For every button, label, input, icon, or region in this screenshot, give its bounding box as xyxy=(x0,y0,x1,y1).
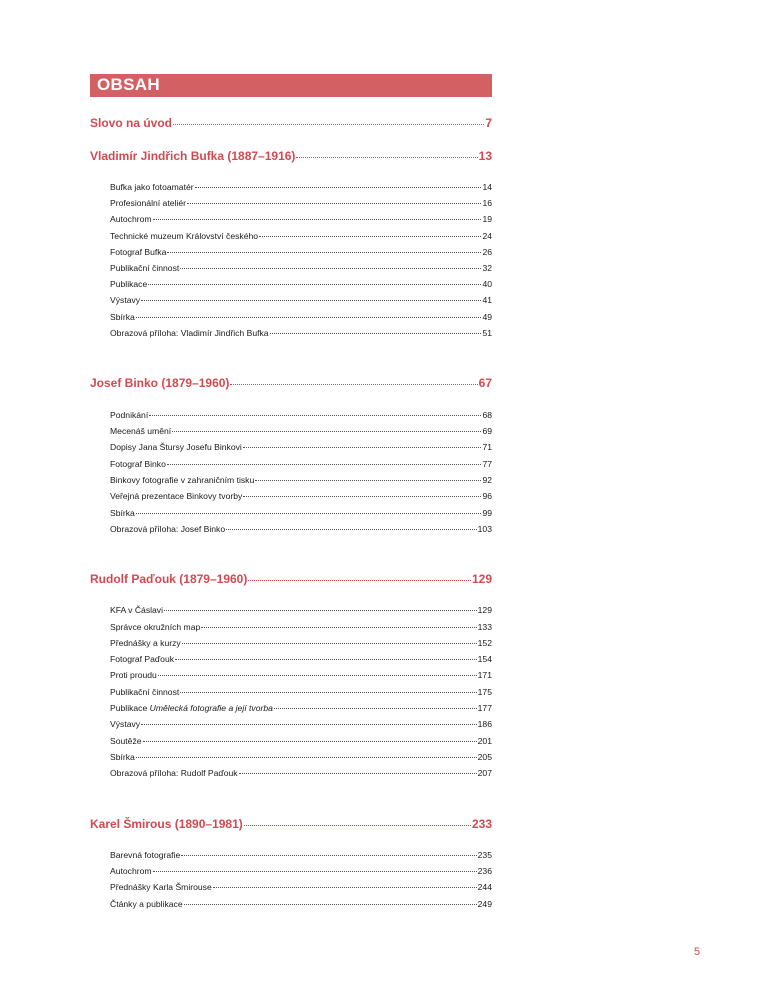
dot-leader xyxy=(143,741,477,742)
toc-item-page: 99 xyxy=(482,508,492,518)
dot-leader xyxy=(149,415,481,416)
toc-item[interactable] xyxy=(110,410,492,420)
page-title: OBSAH xyxy=(97,75,160,94)
dot-leader xyxy=(248,580,471,581)
toc-item-label xyxy=(110,703,273,713)
toc-item[interactable] xyxy=(110,247,492,257)
dot-leader xyxy=(239,773,477,774)
dot-leader xyxy=(181,855,476,856)
dot-leader xyxy=(255,480,481,481)
toc-section[interactable] xyxy=(90,149,492,163)
toc-item-label: Profesionální ateliér xyxy=(110,198,186,208)
toc-item-page: 69 xyxy=(482,426,492,436)
toc-entry-label: Slovo na úvod xyxy=(90,116,173,130)
toc-item[interactable] xyxy=(110,768,492,778)
toc-item-page: 103 xyxy=(477,524,492,534)
toc-item-page: 244 xyxy=(477,882,492,892)
toc-item[interactable] xyxy=(110,654,492,664)
dot-leader xyxy=(243,447,482,448)
toc-item-label: Výstavy xyxy=(110,295,141,305)
toc-item-label: Obrazová příloha: Rudolf Paďouk xyxy=(110,768,238,778)
toc-item-label: Podnikání xyxy=(110,410,149,420)
toc-item-label: Publikační činnost xyxy=(110,263,180,273)
toc-item-label: Fotograf Paďouk xyxy=(110,654,175,664)
toc-item-page: 152 xyxy=(477,638,492,648)
dot-leader xyxy=(201,627,476,628)
dot-leader xyxy=(158,675,477,676)
toc-section[interactable] xyxy=(90,572,492,586)
toc-item-page: 186 xyxy=(477,719,492,729)
toc-section-page: 67 xyxy=(478,376,492,390)
toc-item[interactable] xyxy=(110,491,492,501)
toc-item-label: Publikační činnost xyxy=(110,687,180,697)
dot-leader xyxy=(226,529,477,530)
toc-item-page: 201 xyxy=(477,736,492,746)
toc-section-label: Rudolf Paďouk (1879–1960) xyxy=(90,572,248,586)
toc-item[interactable] xyxy=(110,231,492,241)
dot-leader xyxy=(259,236,481,237)
dot-leader xyxy=(243,496,481,497)
toc-item-label: Přednášky a kurzy xyxy=(110,638,181,648)
dot-leader xyxy=(164,610,477,611)
toc-item[interactable] xyxy=(110,866,492,876)
dot-leader xyxy=(173,124,484,125)
toc-section-label: Vladimír Jindřich Bufka (1887–1916) xyxy=(90,149,296,163)
toc-item-page: 68 xyxy=(482,410,492,420)
toc-item-label: Výstavy xyxy=(110,719,141,729)
toc-item-label: Fotograf Binko xyxy=(110,459,166,469)
toc-item-page: 249 xyxy=(477,899,492,909)
dot-leader xyxy=(213,887,477,888)
toc-item[interactable] xyxy=(110,214,492,224)
toc-section-page: 129 xyxy=(471,572,492,586)
toc-item-page: 41 xyxy=(482,295,492,305)
toc-item[interactable] xyxy=(110,670,492,680)
toc-item-label: Soutěže xyxy=(110,736,142,746)
dot-leader xyxy=(175,659,477,660)
toc-item-label: Autochrom xyxy=(110,214,152,224)
toc-item-page: 24 xyxy=(482,231,492,241)
toc-item-label: Sbírka xyxy=(110,508,135,518)
toc-item-label: Sbírka xyxy=(110,752,135,762)
dot-leader xyxy=(244,825,471,826)
toc-item-label-italic: Umělecká fotografie a její tvorba xyxy=(149,703,273,713)
toc-item-label: Správce okružních map xyxy=(110,622,201,632)
toc-item[interactable] xyxy=(110,524,492,534)
toc-item-label: Binkovy fotografie v zahraničním tisku xyxy=(110,475,255,485)
toc-item[interactable] xyxy=(110,475,492,485)
toc-item-page: 154 xyxy=(477,654,492,664)
toc-item-page: 171 xyxy=(477,670,492,680)
toc-item[interactable] xyxy=(110,295,492,305)
toc-item-page: 40 xyxy=(482,279,492,289)
toc-item-page: 236 xyxy=(477,866,492,876)
toc-item[interactable] xyxy=(110,882,492,892)
toc-section-page: 233 xyxy=(471,817,492,831)
toc-item-label-plain: Publikace xyxy=(110,703,148,713)
toc-item-page: 92 xyxy=(482,475,492,485)
toc-item-page: 133 xyxy=(477,622,492,632)
dot-leader xyxy=(141,300,481,301)
toc-item[interactable] xyxy=(110,508,492,518)
toc-item-label: Dopisy Jana Štursy Josefu Binkovi xyxy=(110,442,242,452)
dot-leader xyxy=(167,252,481,253)
toc-entry-intro[interactable] xyxy=(90,116,492,130)
dot-leader xyxy=(141,724,477,725)
dot-leader xyxy=(184,904,477,905)
toc-item-page: 49 xyxy=(482,312,492,322)
toc-item[interactable] xyxy=(110,752,492,762)
toc-item-page: 129 xyxy=(477,605,492,615)
toc-item-page: 177 xyxy=(477,703,492,713)
toc-item[interactable] xyxy=(110,263,492,273)
toc-item-label: Čtánky a publikace xyxy=(110,899,183,909)
dot-leader xyxy=(136,757,477,758)
toc-item-label: Bufka jako fotoamatér xyxy=(110,182,194,192)
dot-leader xyxy=(270,333,482,334)
dot-leader xyxy=(296,157,477,158)
toc-item-page: 175 xyxy=(477,687,492,697)
toc-item[interactable] xyxy=(110,622,492,632)
toc-item-label: Veřejná prezentace Binkovy tvorby xyxy=(110,491,243,501)
dot-leader xyxy=(195,187,482,188)
toc-item[interactable] xyxy=(110,605,492,615)
page-number: 5 xyxy=(694,946,701,958)
toc-item-page: 14 xyxy=(482,182,492,192)
toc-item[interactable] xyxy=(110,279,492,289)
toc-item-label: Autochrom xyxy=(110,866,152,876)
toc-entry-page: 7 xyxy=(485,116,492,130)
toc-item-page: 71 xyxy=(482,442,492,452)
toc-item-label: Mecenáš umění xyxy=(110,426,172,436)
toc-item-label: Sbírka xyxy=(110,312,135,322)
toc-item-label: Barevná fotografie xyxy=(110,850,181,860)
toc-item[interactable] xyxy=(110,638,492,648)
toc-item-page: 205 xyxy=(477,752,492,762)
toc-item-page: 51 xyxy=(482,328,492,338)
toc-item-label: Technické muzeum Království českého xyxy=(110,231,259,241)
toc-item-label: Publikace xyxy=(110,279,148,289)
dot-leader xyxy=(136,513,482,514)
toc-item[interactable] xyxy=(110,719,492,729)
toc-item[interactable] xyxy=(110,899,492,909)
dot-leader xyxy=(148,284,481,285)
toc-item[interactable] xyxy=(110,703,492,713)
toc-item[interactable] xyxy=(110,687,492,697)
toc-item[interactable] xyxy=(110,182,492,192)
dot-leader xyxy=(153,871,477,872)
dot-leader xyxy=(153,219,482,220)
toc-section[interactable] xyxy=(90,376,492,390)
toc-section-label: Karel Šmirous (1890–1981) xyxy=(90,817,243,831)
toc-item-label: KFA v Čáslavi xyxy=(110,605,164,615)
toc-item[interactable] xyxy=(110,312,492,322)
dot-leader xyxy=(180,692,476,693)
toc-item-page: 19 xyxy=(482,214,492,224)
toc-item-label: Obrazová příloha: Vladimír Jindřich Bufka xyxy=(110,328,269,338)
dot-leader xyxy=(187,203,481,204)
toc-section-page: 13 xyxy=(478,149,492,163)
toc-item[interactable] xyxy=(110,426,492,436)
toc-item-page: 235 xyxy=(477,850,492,860)
dot-leader xyxy=(172,431,481,432)
toc-item-page: 16 xyxy=(482,198,492,208)
dot-leader xyxy=(274,708,477,709)
toc-item-page: 96 xyxy=(482,491,492,501)
toc-item[interactable] xyxy=(110,850,492,860)
dot-leader xyxy=(230,384,477,385)
toc-item-page: 32 xyxy=(482,263,492,273)
toc-item-label: Fotograf Bufka xyxy=(110,247,167,257)
dot-leader xyxy=(182,643,477,644)
toc-item-page: 26 xyxy=(482,247,492,257)
title-bar xyxy=(90,74,492,97)
toc-item[interactable] xyxy=(110,736,492,746)
dot-leader xyxy=(136,317,482,318)
toc-item-page: 77 xyxy=(482,459,492,469)
toc-item[interactable] xyxy=(110,459,492,469)
toc-item-label: Proti proudu xyxy=(110,670,157,680)
toc-section-label: Josef Binko (1879–1960) xyxy=(90,376,230,390)
toc-item-label: Obrazová příloha: Josef Binko xyxy=(110,524,226,534)
dot-leader xyxy=(180,268,481,269)
dot-leader xyxy=(167,464,482,465)
toc-item-page: 207 xyxy=(477,768,492,778)
toc-item-label: Přednášky Karla Šmirouse xyxy=(110,882,212,892)
toc-item[interactable] xyxy=(110,442,492,452)
toc-item[interactable] xyxy=(110,328,492,338)
toc-item[interactable] xyxy=(110,198,492,208)
toc-section[interactable] xyxy=(90,817,492,831)
